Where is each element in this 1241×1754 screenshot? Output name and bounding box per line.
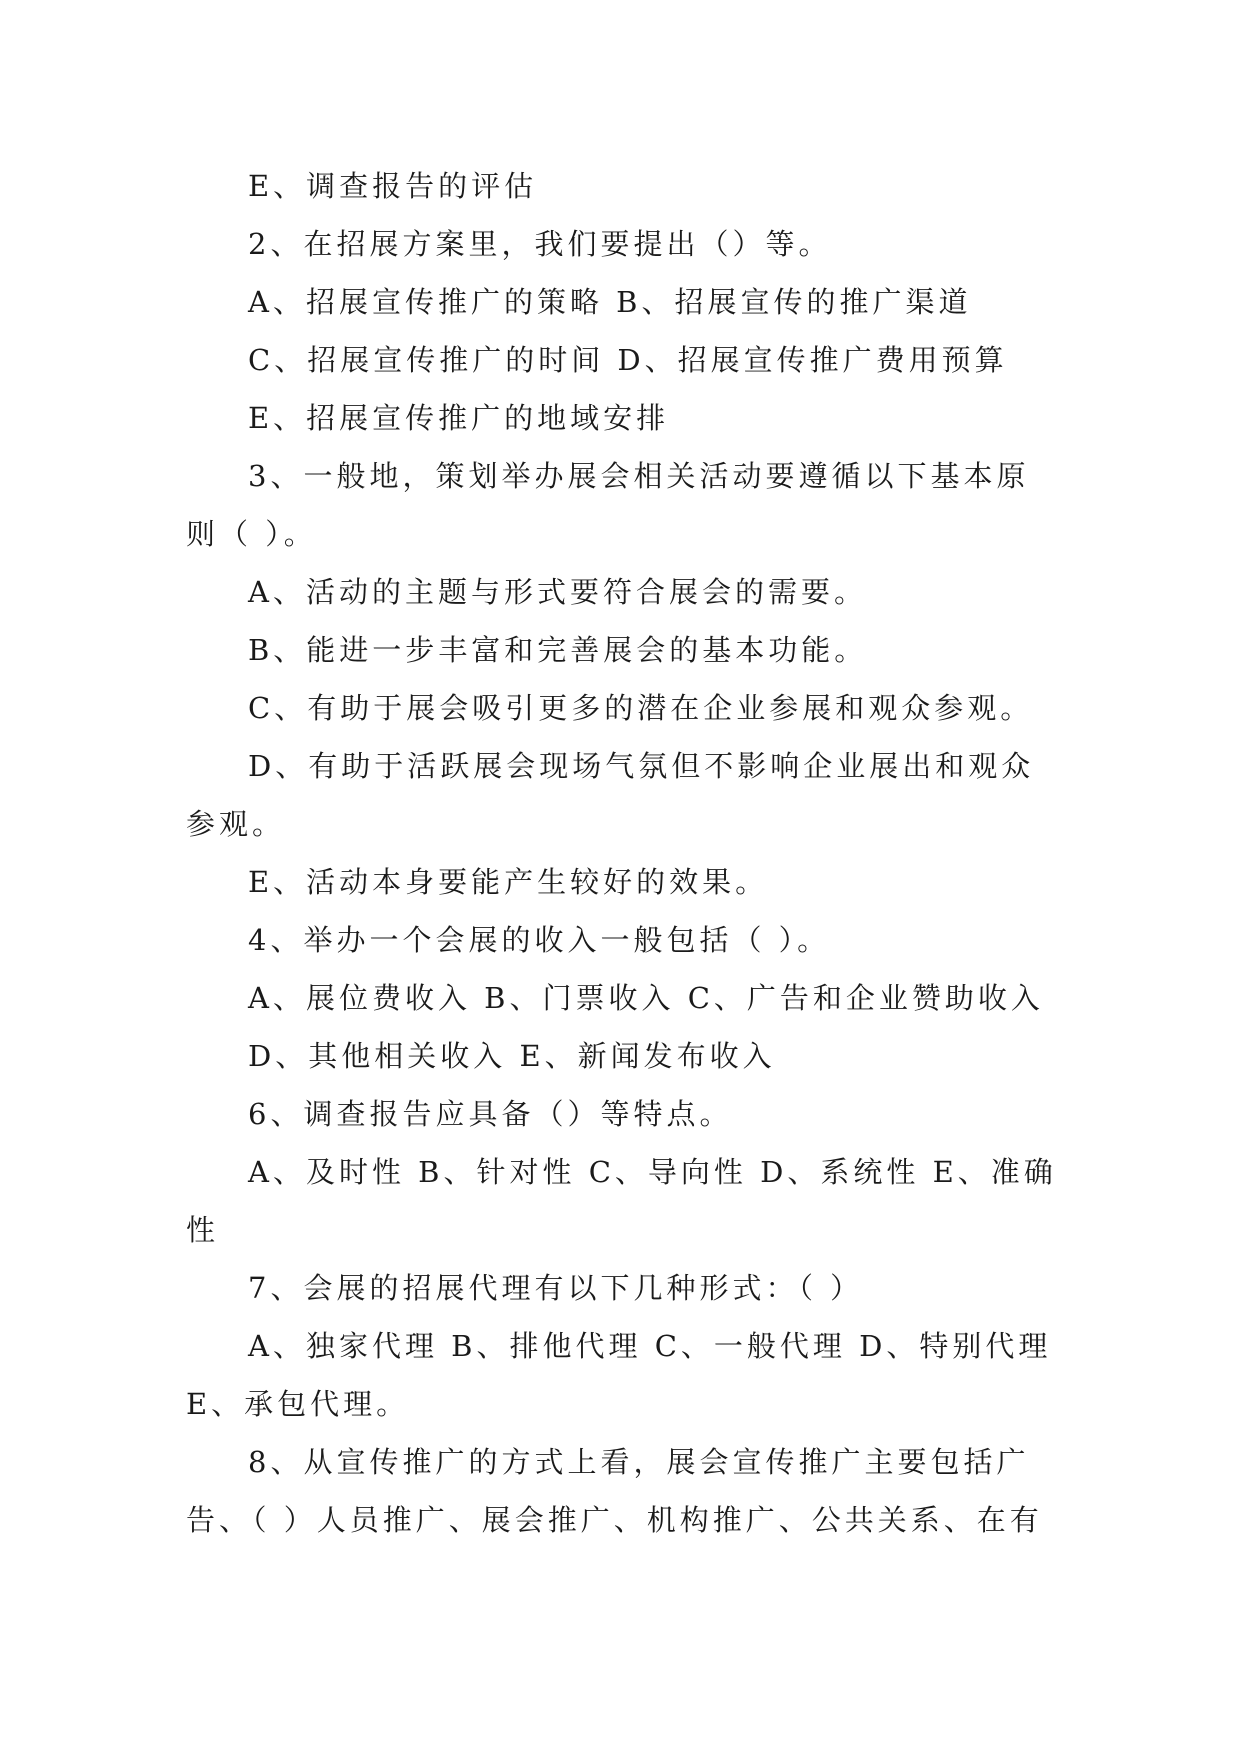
option-line: D、有助于活跃展会现场气氛但不影响企业展出和观众 [248,749,1035,783]
question-8: 8、从宣传推广的方式上看，展会宣传推广主要包括广 [248,1445,1030,1479]
option-line: D、其他相关收入 E、新闻发布收入 [248,1039,776,1073]
question-3: 3、一般地，策划举办展会相关活动要遵循以下基本原 [248,459,1030,493]
question-6: 6、调查报告应具备（）等特点。 [248,1097,733,1131]
option-line: A、及时性 B、针对性 C、导向性 D、系统性 E、准确 [248,1155,1057,1189]
option-line: A、展位费收入 B、门票收入 C、广告和企业赞助收入 [248,981,1044,1015]
question-8-continued: 告、（ ）人员推广、展会推广、机构推广、公共关系、在有 [186,1503,1043,1537]
option-line: E、活动本身要能产生较好的效果。 [248,865,769,899]
option-line: C、招展宣传推广的时间 D、招展宣传推广费用预算 [248,343,1008,377]
option-line: A、独家代理 B、排他代理 C、一般代理 D、特别代理 [248,1329,1052,1363]
option-line-continued: 性 [186,1213,220,1247]
question-3-continued: 则（ ）。 [186,517,317,551]
text-line: E、调查报告的评估 [248,169,538,203]
question-2: 2、在招展方案里，我们要提出（）等。 [248,227,832,261]
option-line: B、能进一步丰富和完善展会的基本功能。 [248,633,868,667]
option-line: E、招展宣传推广的地域安排 [248,401,670,435]
option-line-continued: 参观。 [186,807,286,841]
question-7: 7、会展的招展代理有以下几种形式：（ ） [248,1271,864,1305]
option-line: A、活动的主题与形式要符合展会的需要。 [248,575,867,609]
option-line: C、有助于展会吸引更多的潜在企业参展和观众参观。 [248,691,1034,725]
option-line-continued: E、承包代理。 [186,1387,410,1421]
option-line: A、招展宣传推广的策略 B、招展宣传的推广渠道 [248,285,972,319]
question-4: 4、举办一个会展的收入一般包括（ ）。 [248,923,831,957]
